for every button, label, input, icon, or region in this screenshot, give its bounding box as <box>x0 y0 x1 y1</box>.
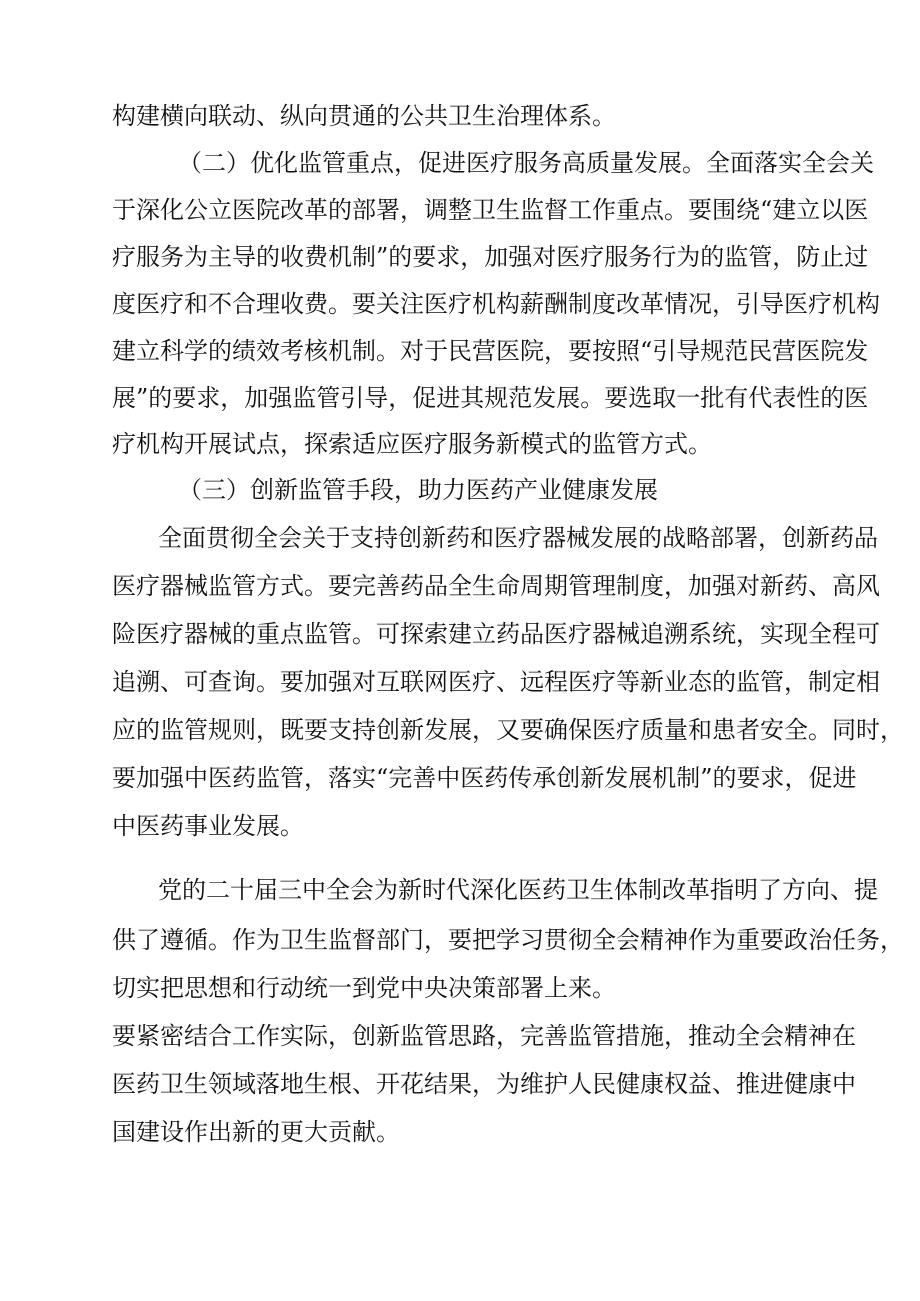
text-line-20: 要紧密结合工作实际，创新监管思路，完善监管措施，推动全会精神在 <box>112 1022 856 1050</box>
text-line-18: 供了遵循。作为卫生监督部门，要把学习贯彻全会精神作为重要政治任务， <box>112 926 904 954</box>
text-line-14: 应的监管规则，既要支持创新发展，又要确保医疗质量和患者安全。同时， <box>112 716 904 744</box>
text-line-5: 度医疗和不合理收费。要关注医疗机构薪酬制度改革情况，引导医疗机构 <box>112 290 880 318</box>
text-line-7: 展”的要求，加强监管引导，促进其规范发展。要选取一批有代表性的医 <box>112 384 869 412</box>
text-line-11: 医疗器械监管方式。要完善药品全生命周期管理制度，加强对新药、高风 <box>112 572 880 600</box>
text-line-10: 全面贯彻全会关于支持创新药和医疗器械发展的战略部署，创新药品 <box>158 524 878 552</box>
text-line-13: 追溯、可查询。要加强对互联网医疗、远程医疗等新业态的监管，制定相 <box>112 668 880 696</box>
text-line-21: 医药卫生领域落地生根、开花结果，为维护人民健康权益、推进健康中 <box>112 1070 856 1098</box>
text-line-19: 切实把思想和行动统一到党中央决策部署上来。 <box>112 974 616 1002</box>
text-line-8: 疗机构开展试点，探索适应医疗服务新模式的监管方式。 <box>112 430 712 458</box>
text-line-15: 要加强中医药监管，落实“完善中医药传承创新发展机制”的要求，促进 <box>112 764 857 792</box>
text-line-3: 于深化公立医院改革的部署，调整卫生监督工作重点。要围绕“建立以医 <box>112 196 869 224</box>
text-line-1: 构建横向联动、纵向贯通的公共卫生治理体系。 <box>112 102 616 130</box>
text-line-16: 中医药事业发展。 <box>112 812 304 840</box>
text-line-22: 国建设作出新的更大贡献。 <box>112 1118 400 1146</box>
text-line-12: 险医疗器械的重点监管。可探索建立药品医疗器械追溯系统，实现全程可 <box>112 620 880 648</box>
text-line-4: 疗服务为主导的收费机制”的要求，加强对医疗服务行为的监管，防止过 <box>112 243 869 271</box>
section-3-heading: （三）创新监管手段，助力医药产业健康发展 <box>178 476 658 504</box>
text-line-6: 建立科学的绩效考核机制。对于民营医院，要按照“引导规范民营医院发 <box>112 337 869 365</box>
section-2-heading-line: （二）优化监管重点，促进医疗服务高质量发展。全面落实全会关 <box>178 149 874 177</box>
text-line-17: 党的二十届三中全会为新时代深化医药卫生体制改革指明了方向、提 <box>158 876 878 904</box>
